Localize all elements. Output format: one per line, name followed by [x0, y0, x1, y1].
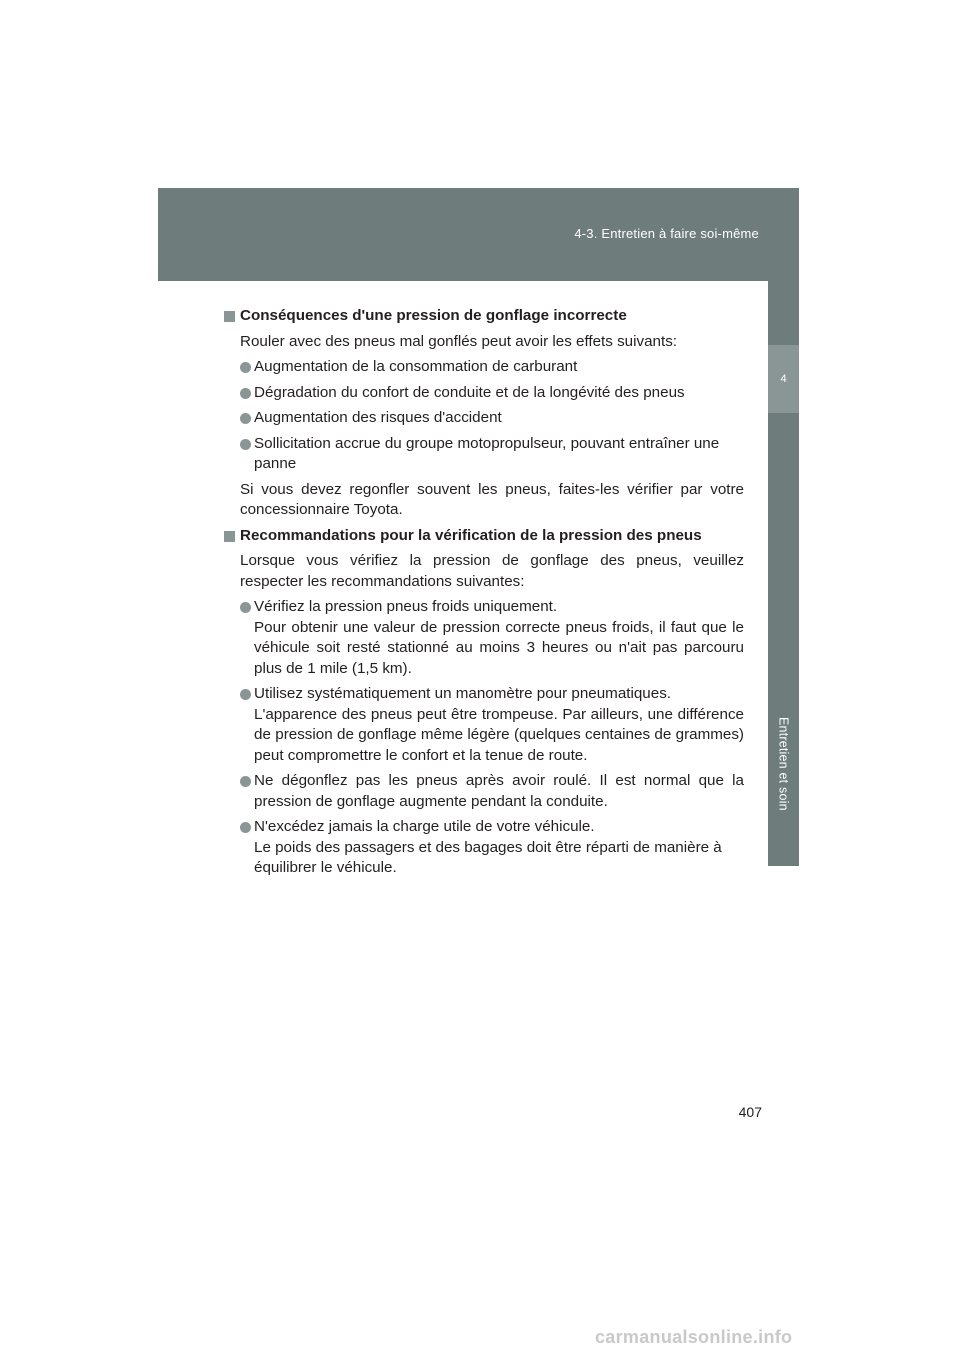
watermark-logo: carmanualsonline.info: [595, 1327, 793, 1347]
circle-bullet-icon: [240, 776, 251, 787]
circle-bullet-icon: [240, 439, 251, 450]
section-check-recommendations: [224, 526, 744, 879]
circle-bullet-icon: [240, 602, 251, 613]
square-bullet-icon: [224, 531, 235, 542]
section-heading: Conséquences d'une pression de gonflage incorrecte: [224, 306, 744, 327]
section-header-title: 4-3. Entretien à faire soi-même: [574, 226, 759, 241]
chapter-number: 4: [780, 373, 787, 385]
circle-bullet-icon: [240, 388, 251, 399]
circle-bullet-icon: [240, 822, 251, 833]
circle-bullet-icon: [240, 413, 251, 424]
outro-paragraph: Si vous devez regonfler souvent les pneus, faites-les vérifier par votre concessionnaire Toyota.: [240, 480, 744, 518]
list-item: Augmentation des risques d'accident: [240, 408, 744, 429]
header-band: [158, 188, 799, 281]
square-bullet-icon: [224, 311, 235, 322]
page-content: [224, 306, 744, 884]
circle-bullet-icon: [240, 362, 251, 373]
page-number: 407: [738, 1104, 762, 1120]
list-item: Utilisez systématiquement un manomètre pour pneumatiques. L'apparence des pneus peut être trompeuse. Par ailleurs, une différence de pression de gonflage même légère (quelques centaines de grammes) peut compromettre le confort et la tenue de route.: [240, 684, 744, 766]
side-tab-top: [768, 281, 799, 345]
section-incorrect-pressure: [224, 306, 744, 521]
intro-paragraph: Rouler avec des pneus mal gonflés peut avoir les effets suivants:: [240, 332, 678, 350]
intro-paragraph: Lorsque vous vérifiez la pression de gonflage des pneus, veuillez respecter les recommandations suivantes:: [240, 552, 744, 590]
list-item: Augmentation de la consommation de carburant: [240, 357, 744, 378]
chapter-title: Entretien et soin: [776, 717, 791, 811]
chapter-number-tab: [768, 345, 799, 413]
list-item: Vérifiez la pression pneus froids uniquement. Pour obtenir une valeur de pression correcte pneus froids, il faut que le véhicule soit resté stationné au moins 3 heures ou n'ait pas parcouru plus de 1 mile (1,5 km).: [240, 597, 744, 679]
list-item: Sollicitation accrue du groupe motopropulseur, pouvant entraîner une panne: [240, 434, 744, 475]
list-item: Ne dégonflez pas les pneus après avoir roulé. Il est normal que la pression de gonflage augmente pendant la conduite.: [240, 771, 744, 812]
list-item: N'excédez jamais la charge utile de votre véhicule. Le poids des passagers et des bagages doit être réparti de manière à équilibrer le véhicule.: [240, 817, 744, 879]
side-tab-bottom: [768, 413, 799, 866]
circle-bullet-icon: [240, 689, 251, 700]
list-item: Dégradation du confort de conduite et de la longévité des pneus: [240, 383, 744, 404]
section-heading: Recommandations pour la vérification de la pression des pneus: [224, 526, 744, 547]
